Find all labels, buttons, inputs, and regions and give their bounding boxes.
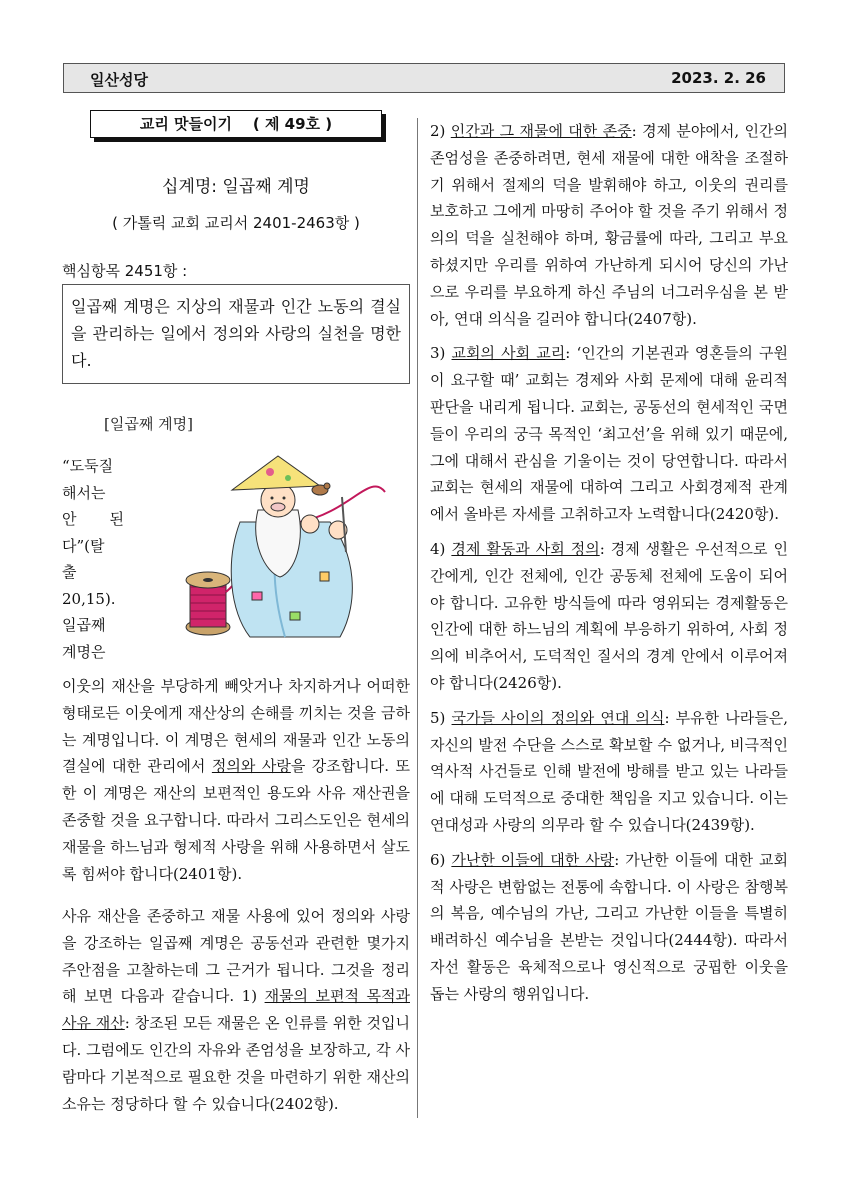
quote-line: 출 (62, 563, 77, 581)
point-heading: 인간과 그 재물에 대한 존중 (450, 122, 632, 140)
quote-text (62, 453, 124, 665)
quote-line: 안 된 (62, 510, 124, 528)
point-item (430, 118, 788, 332)
key-item-text: 일곱째 계명은 지상의 재물과 인간 노동의 결실을 관리하는 일에서 정의와 사랑의 실천을 명한다. (71, 297, 401, 370)
right-column (430, 118, 788, 1016)
point-heading: 교회의 사회 교리 (451, 344, 566, 363)
page-header (63, 63, 785, 93)
section-subheading: [일곱째 계명] (104, 415, 193, 433)
point-text: : 경제 분야에서, 인간의 존엄성을 존중하려면, 현세 재물에 대한 애착을 조절하기 위해서 절제의 덕을 발휘해야 하고, 이웃의 권리를 보호하고 그에게 마땅히 주어야 할 것을 주기 위해서 정의의 덕을 실천해야 하며, 황금률에 따라, 그리고 부요하셨지만 우리를 위하여 가난하게 되시어 당신의 가난으로 우리를 부요하게 하신 주님의 너그러우심을 본 받아, 연대 의식을 길러야 합니다(2407항). (430, 122, 788, 328)
point-number: 5) (430, 708, 452, 727)
underlined-term: 정의와 사랑 (211, 757, 291, 776)
paragraph-text: 을 강조합니다. 또한 이 계명은 재산의 보편적인 용도와 사유 재산권을 존중할 것을 요구합니다. 따라서 그리스도인은 현세의 재물을 하느님과 형제적 사랑을 위해 사용하면서 살도록 힘써야 합니다(2401항). (62, 757, 410, 883)
key-item-label: 핵심항목 2451항 : (62, 262, 188, 280)
paragraph-text: 사유 재산을 존중하고 재물 사용에 있어 정의와 사랑을 강조하는 일곱째 계명은 공동선과 관련한 몇가지 주안점을 고찰하는데 그 근거가 됩니다. 그것을 정리해 보면 다음과 같습니다. 1) (62, 907, 410, 1006)
point-heading: 가난한 이들에 대한 사랑 (451, 850, 615, 869)
series-title: 교리 맛들이기 ( 제 49호 ) (139, 115, 333, 133)
commandment-title: 십계명: 일곱째 계명 (162, 177, 310, 197)
point-item (430, 536, 788, 697)
point-number: 4) (430, 539, 452, 558)
point-item (430, 705, 788, 839)
quote-line: 다”(탈 (62, 536, 105, 555)
body-paragraph-2 (62, 903, 410, 1117)
point-item (430, 340, 788, 528)
bulletin-date: 2023. 2. 26 (671, 69, 766, 87)
quote-line: “도둑질 (62, 457, 114, 475)
point-item (430, 847, 788, 1008)
point-heading: 경제 활동과 사회 정의 (451, 539, 600, 558)
key-item-box (62, 284, 410, 384)
catechism-reference: ( 가톨릭 교회 교리서 2401-2463항 ) (112, 214, 360, 232)
point-text: : 경제 생활은 우선적으로 인간에게, 인간 전체에, 인간 공동체 전체에 도움이 되어야 합니다. 고유한 방식들에 따라 영위되는 경제활동은 인간에 대한 하느님의 계획에 부응하기 위하여, 사회 정의에 비추어서, 도덕적인 질서의 경계 안에서 이루어져야 합니다(2426항). (430, 539, 788, 692)
point-text: : 부유한 나라들은, 자신의 발전 수단을 스스로 확보할 수 없거나, 비극적인 역사적 사건들로 인해 발전에 방해를 받고 있는 나라들에 대해 도덕적으로 중대한 책임을 지고 있습니다. 이는 연대성과 사랑의 의무라 할 수 있습니다(2439항). (430, 708, 788, 834)
point-heading: 국가들 사이의 정의와 연대 의식 (451, 708, 665, 727)
point-number: 6) (430, 850, 452, 869)
column-divider (417, 118, 418, 1118)
paragraph-text: : 창조된 모든 재물은 온 인류를 위한 것입니다. 그럼에도 인간의 자유와 존엄성을 보장하고, 각 사람마다 기본적으로 필요한 것을 마련하기 위한 재산의 소유는 정당하다 할 수 있습니다(2402항). (62, 1014, 410, 1113)
quote-line: 해서는 (62, 483, 106, 502)
quote-line: 일곱째 (62, 616, 106, 634)
point-text: : 가난한 이들에 대한 교회적 사랑은 변함없는 전통에 속합니다. 이 사랑은 참행복의 복음, 예수님의 가난, 그리고 가난한 이들을 특별히 배려하신 예수님을 본받는 것입니다(2444항). 따라서 자선 활동은 육체적으로나 영신적으로 궁핍한 이웃을 돕는 사랑의 행위입니다. (430, 850, 789, 1003)
series-title-box (90, 110, 382, 138)
paragraph-text: 이웃의 재산을 부당하게 빼앗거나 차지하거나 어떠한 형태로든 이웃에게 재산상의 손해를 끼치는 것을 금하는 계명입니다. 이 계명은 현세의 재물과 인간 노동의 결실에 대한 관리에서 (62, 677, 410, 776)
point-number: 3) (430, 344, 452, 363)
underlined-term: 재물의 보편적 목적과 사유 재산 (62, 987, 410, 1033)
moses-illustration (170, 452, 406, 667)
quote-line: 계명은 (62, 642, 106, 661)
body-paragraph-1 (62, 673, 410, 887)
point-text: : ‘인간의 기본권과 영혼들의 구원이 요구할 때’ 교회는 경제와 사회 문제에 대해 윤리적 판단을 내리게 됩니다. 교회는, 공동선의 현세적인 국면들이 우리의 궁극 목적인 ‘최고선’을 위해 있기 때문에, 그에 대해서 관심을 기울이는 것이 당연합니다. 따라서 교회는 현세의 재물에 대하여 그리고 사회경제적 관계에서 올바른 자세를 고취하고자 노력합니다(2420항). (430, 344, 789, 524)
point-number: 2) (430, 122, 451, 140)
parish-name: 일산성당 (90, 71, 148, 89)
quote-line: 20,15). (62, 589, 116, 608)
